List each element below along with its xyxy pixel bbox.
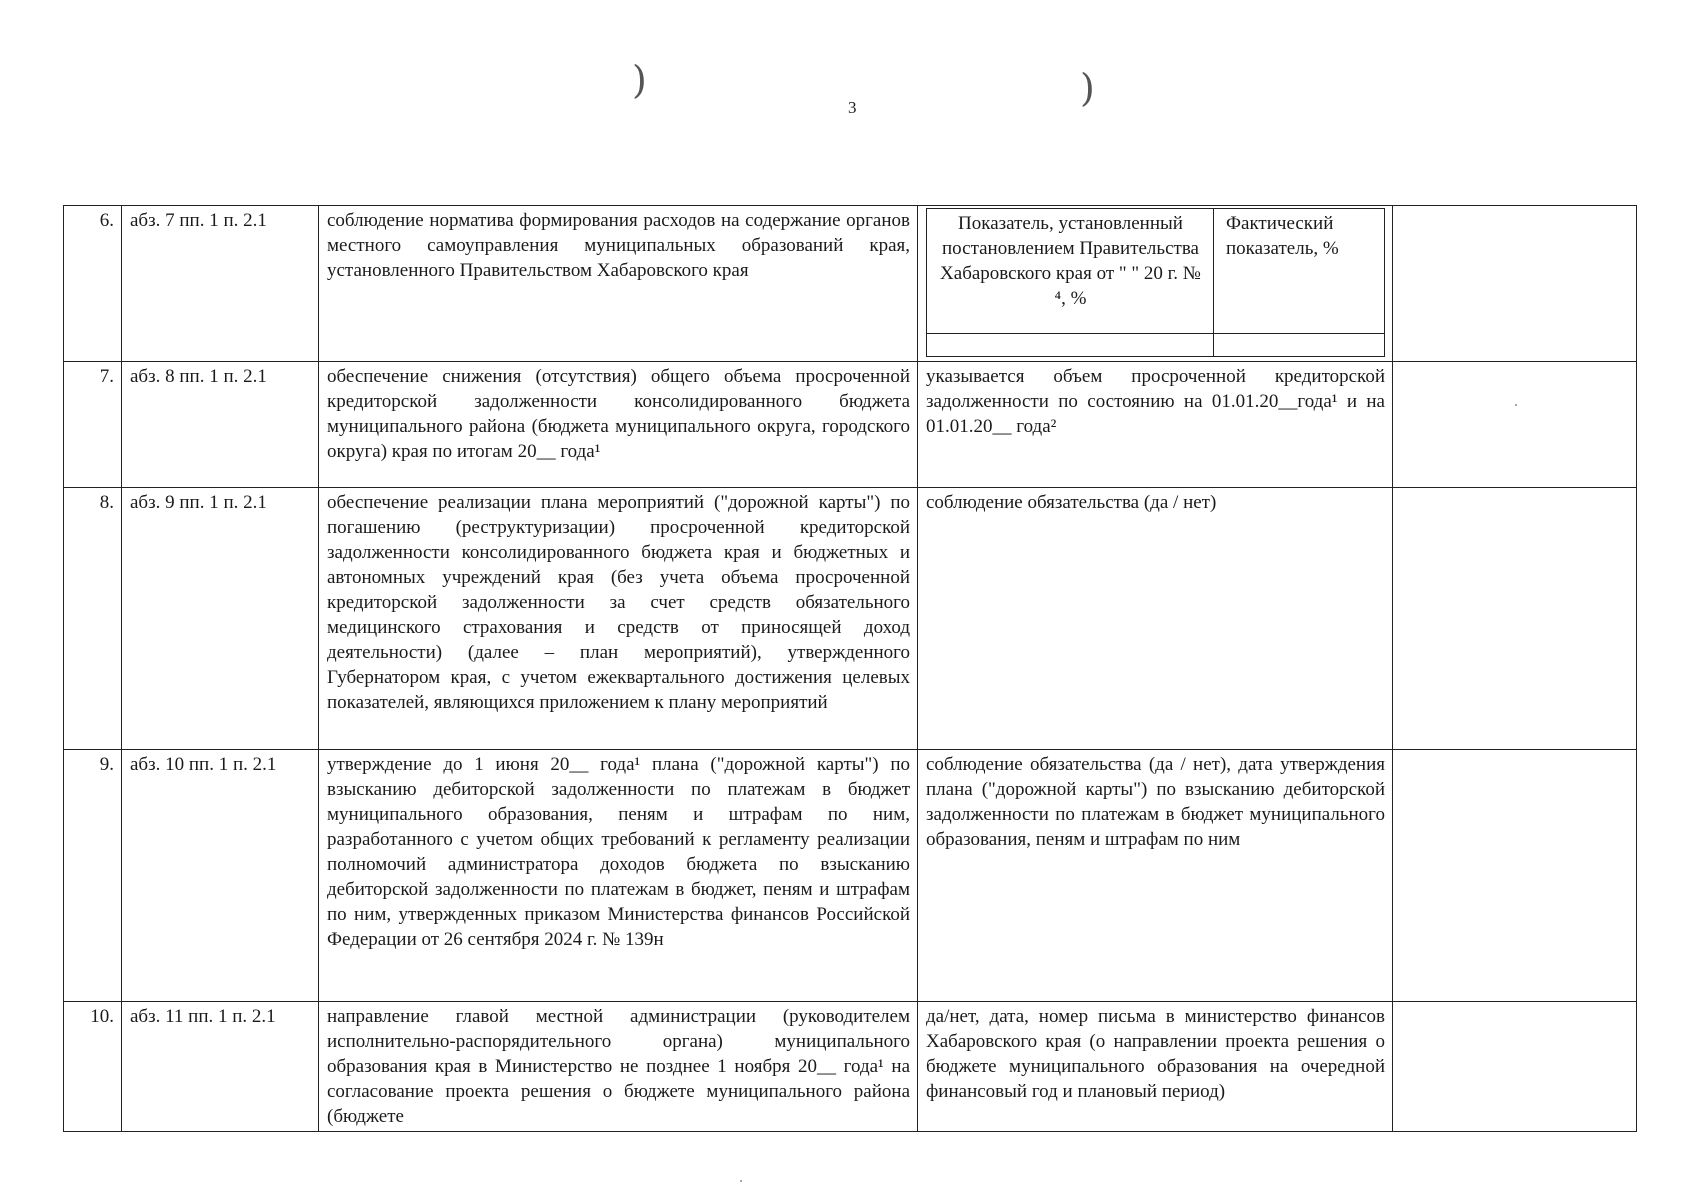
table-row (64, 1002, 1637, 1132)
row-reference: абз. 7 пп. 1 п. 2.1 (122, 206, 319, 362)
table-row (64, 206, 1637, 362)
actual-indicator: Фактический показатель, % (1214, 209, 1385, 334)
row-extra (1393, 362, 1637, 488)
indicator-subtable (926, 208, 1385, 357)
row-reference: абз. 8 пп. 1 п. 2.1 (122, 362, 319, 488)
row-criterion: утверждение до 1 июня 20__ года¹ плана ("дорожной карты") по взысканию дебиторской задолженности по платежам в бюджет муниципального образования, пеням и штрафам по ним, разработанного с учетом общих требований к регламенту реализации полномочий администратора доходов бюджета по взысканию дебиторской задолженности по платежам в бюджет, пеням и штрафам по ним, утвержденных приказом Министерства финансов Российской Федерации от 26 сентября 2024 г. № 139н (319, 750, 918, 1002)
scan-speck (740, 1180, 742, 1182)
row-extra (1393, 488, 1637, 750)
scan-bracket-mark: ) (632, 58, 647, 102)
criteria-table (63, 205, 1637, 1132)
row-indicator: соблюдение обязательства (да / нет) (918, 488, 1393, 750)
row-extra (1393, 1002, 1637, 1132)
row-number: 6. (64, 206, 122, 362)
row-number: 8. (64, 488, 122, 750)
row-indicator: соблюдение обязательства (да / нет), дата утверждения плана ("дорожной карты") по взысканию дебиторской задолженности по платежам в бюджет муниципального образования, пеням и штрафам по ним (918, 750, 1393, 1002)
row-number: 7. (64, 362, 122, 488)
table-row (64, 362, 1637, 488)
row-indicator (918, 206, 1393, 362)
row-extra (1393, 750, 1637, 1002)
row-criterion: обеспечение реализации плана мероприятий ("дорожной карты") по погашению (реструктуризации) просроченной кредиторской задолженности консолидированного бюджета края и бюджетных и автономных учреждений края (без учета объема просроченной кредиторской задолженности за счет средств обязательного медицинского страхования и средств от приносящей доход деятельности) (далее – план мероприятий), утвержденного Губернатором края, с учетом ежеквартального достижения целевых показателей, являющихся приложением к плану мероприятий (319, 488, 918, 750)
scan-bracket-mark: ) (1080, 66, 1095, 110)
row-criterion: обеспечение снижения (отсутствия) общего объема просроченной кредиторской задолженности консолидированного бюджета муниципального района (бюджета муниципального округа, городского округа) края по итогам 20__ года¹ (319, 362, 918, 488)
row-criterion: соблюдение норматива формирования расходов на содержание органов местного самоуправления муниципальных образований края, установленного Правительством Хабаровского края (319, 206, 918, 362)
table-row (64, 750, 1637, 1002)
row-indicator: указывается объем просроченной кредиторской задолженности по состоянию на 01.01.20__года¹ и на 01.01.20__ года² (918, 362, 1393, 488)
row-extra (1393, 206, 1637, 362)
row-criterion: направление главой местной администрации (руководителем исполнительно-распорядительного органа) муниципального образования края в Министерство не позднее 1 ноября 20__ года¹ на согласование проекта решения о бюджете муниципального района (бюджете (319, 1002, 918, 1132)
row-reference: абз. 11 пп. 1 п. 2.1 (122, 1002, 319, 1132)
row-reference: абз. 10 пп. 1 п. 2.1 (122, 750, 319, 1002)
row-indicator: да/нет, дата, номер письма в министерство финансов Хабаровского края (о направлении проекта решения о бюджете муниципального образования на очередной финансовый год и плановый период) (918, 1002, 1393, 1132)
established-indicator: Показатель, установленный постановлением Правительства Хабаровского края от " " 20 г. № ⁴, % (927, 209, 1214, 334)
row-number: 9. (64, 750, 122, 1002)
row-reference: абз. 9 пп. 1 п. 2.1 (122, 488, 319, 750)
page-number: 3 (848, 98, 857, 117)
table-row (64, 488, 1637, 750)
indicator-blank-cell (927, 334, 1214, 357)
indicator-blank-cell (1214, 334, 1385, 357)
row-number: 10. (64, 1002, 122, 1132)
